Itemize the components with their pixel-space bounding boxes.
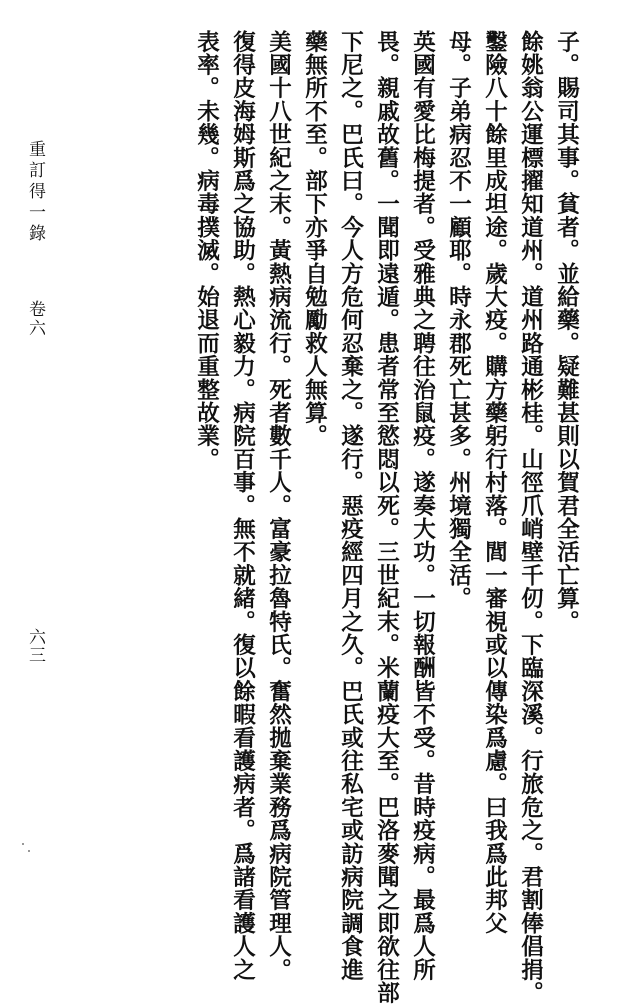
text-column-1: 子。賜司其事。貧者。並給藥。疑難甚則以賀君全活亡算。: [553, 30, 580, 634]
text-column-4: 母。子弟病忍不一顧耶。時永郡死亡甚多。州境獨全活。: [445, 30, 472, 610]
print-speck: [28, 850, 30, 852]
text-column-6: 畏。親戚故舊。一聞即遠遁。患者常至慾悶以死。三世紀末。米蘭疫大至。巴洛麥聞之即欲往部: [373, 30, 400, 1004]
book-title: 重訂得一錄: [25, 140, 45, 245]
text-column-3: 鑿險八十餘里成坦途。歲大疫。購方藥躬行村落。閭一審視或以傳染爲慮。曰我爲此邦父: [481, 30, 508, 935]
page-number: 六三: [25, 628, 45, 664]
volume-label: 卷六: [25, 300, 45, 338]
text-column-9: 美國十八世紀之末。黃熱病流行。死者數千人。富豪拉魯特氏。奮然拋棄業務爲病院管理人。: [265, 30, 292, 982]
text-column-2: 餘姚翁公運標擢知道州。道州路通彬桂。山徑爪峭壁千仞。下臨深溪。行旅危之。君割俸倡捐。: [517, 30, 544, 1004]
text-column-5: 英國有愛比梅提者。受雅典之聘往治鼠疫。遂奏大功。一切報酬皆不受。昔時疫病。最爲人所: [409, 30, 436, 982]
text-column-10: 復得皮海姆斯爲之協助。熱心毅力。病院百事。無不就緒。復以餘暇看護病者。爲諸看護人之: [229, 30, 256, 982]
text-column-11: 表率。未幾。病毒撲滅。始退而重整故業。: [193, 30, 220, 471]
print-speck: [22, 843, 24, 845]
text-column-8: 藥無所不至。部下亦爭自勉勵救人無算。: [301, 30, 328, 448]
text-column-7: 下尼之。巴氏曰。今人方危何忍棄之。遂行。惡疫經四月之久。巴氏或往私宅或訪病院調食進: [337, 30, 364, 982]
